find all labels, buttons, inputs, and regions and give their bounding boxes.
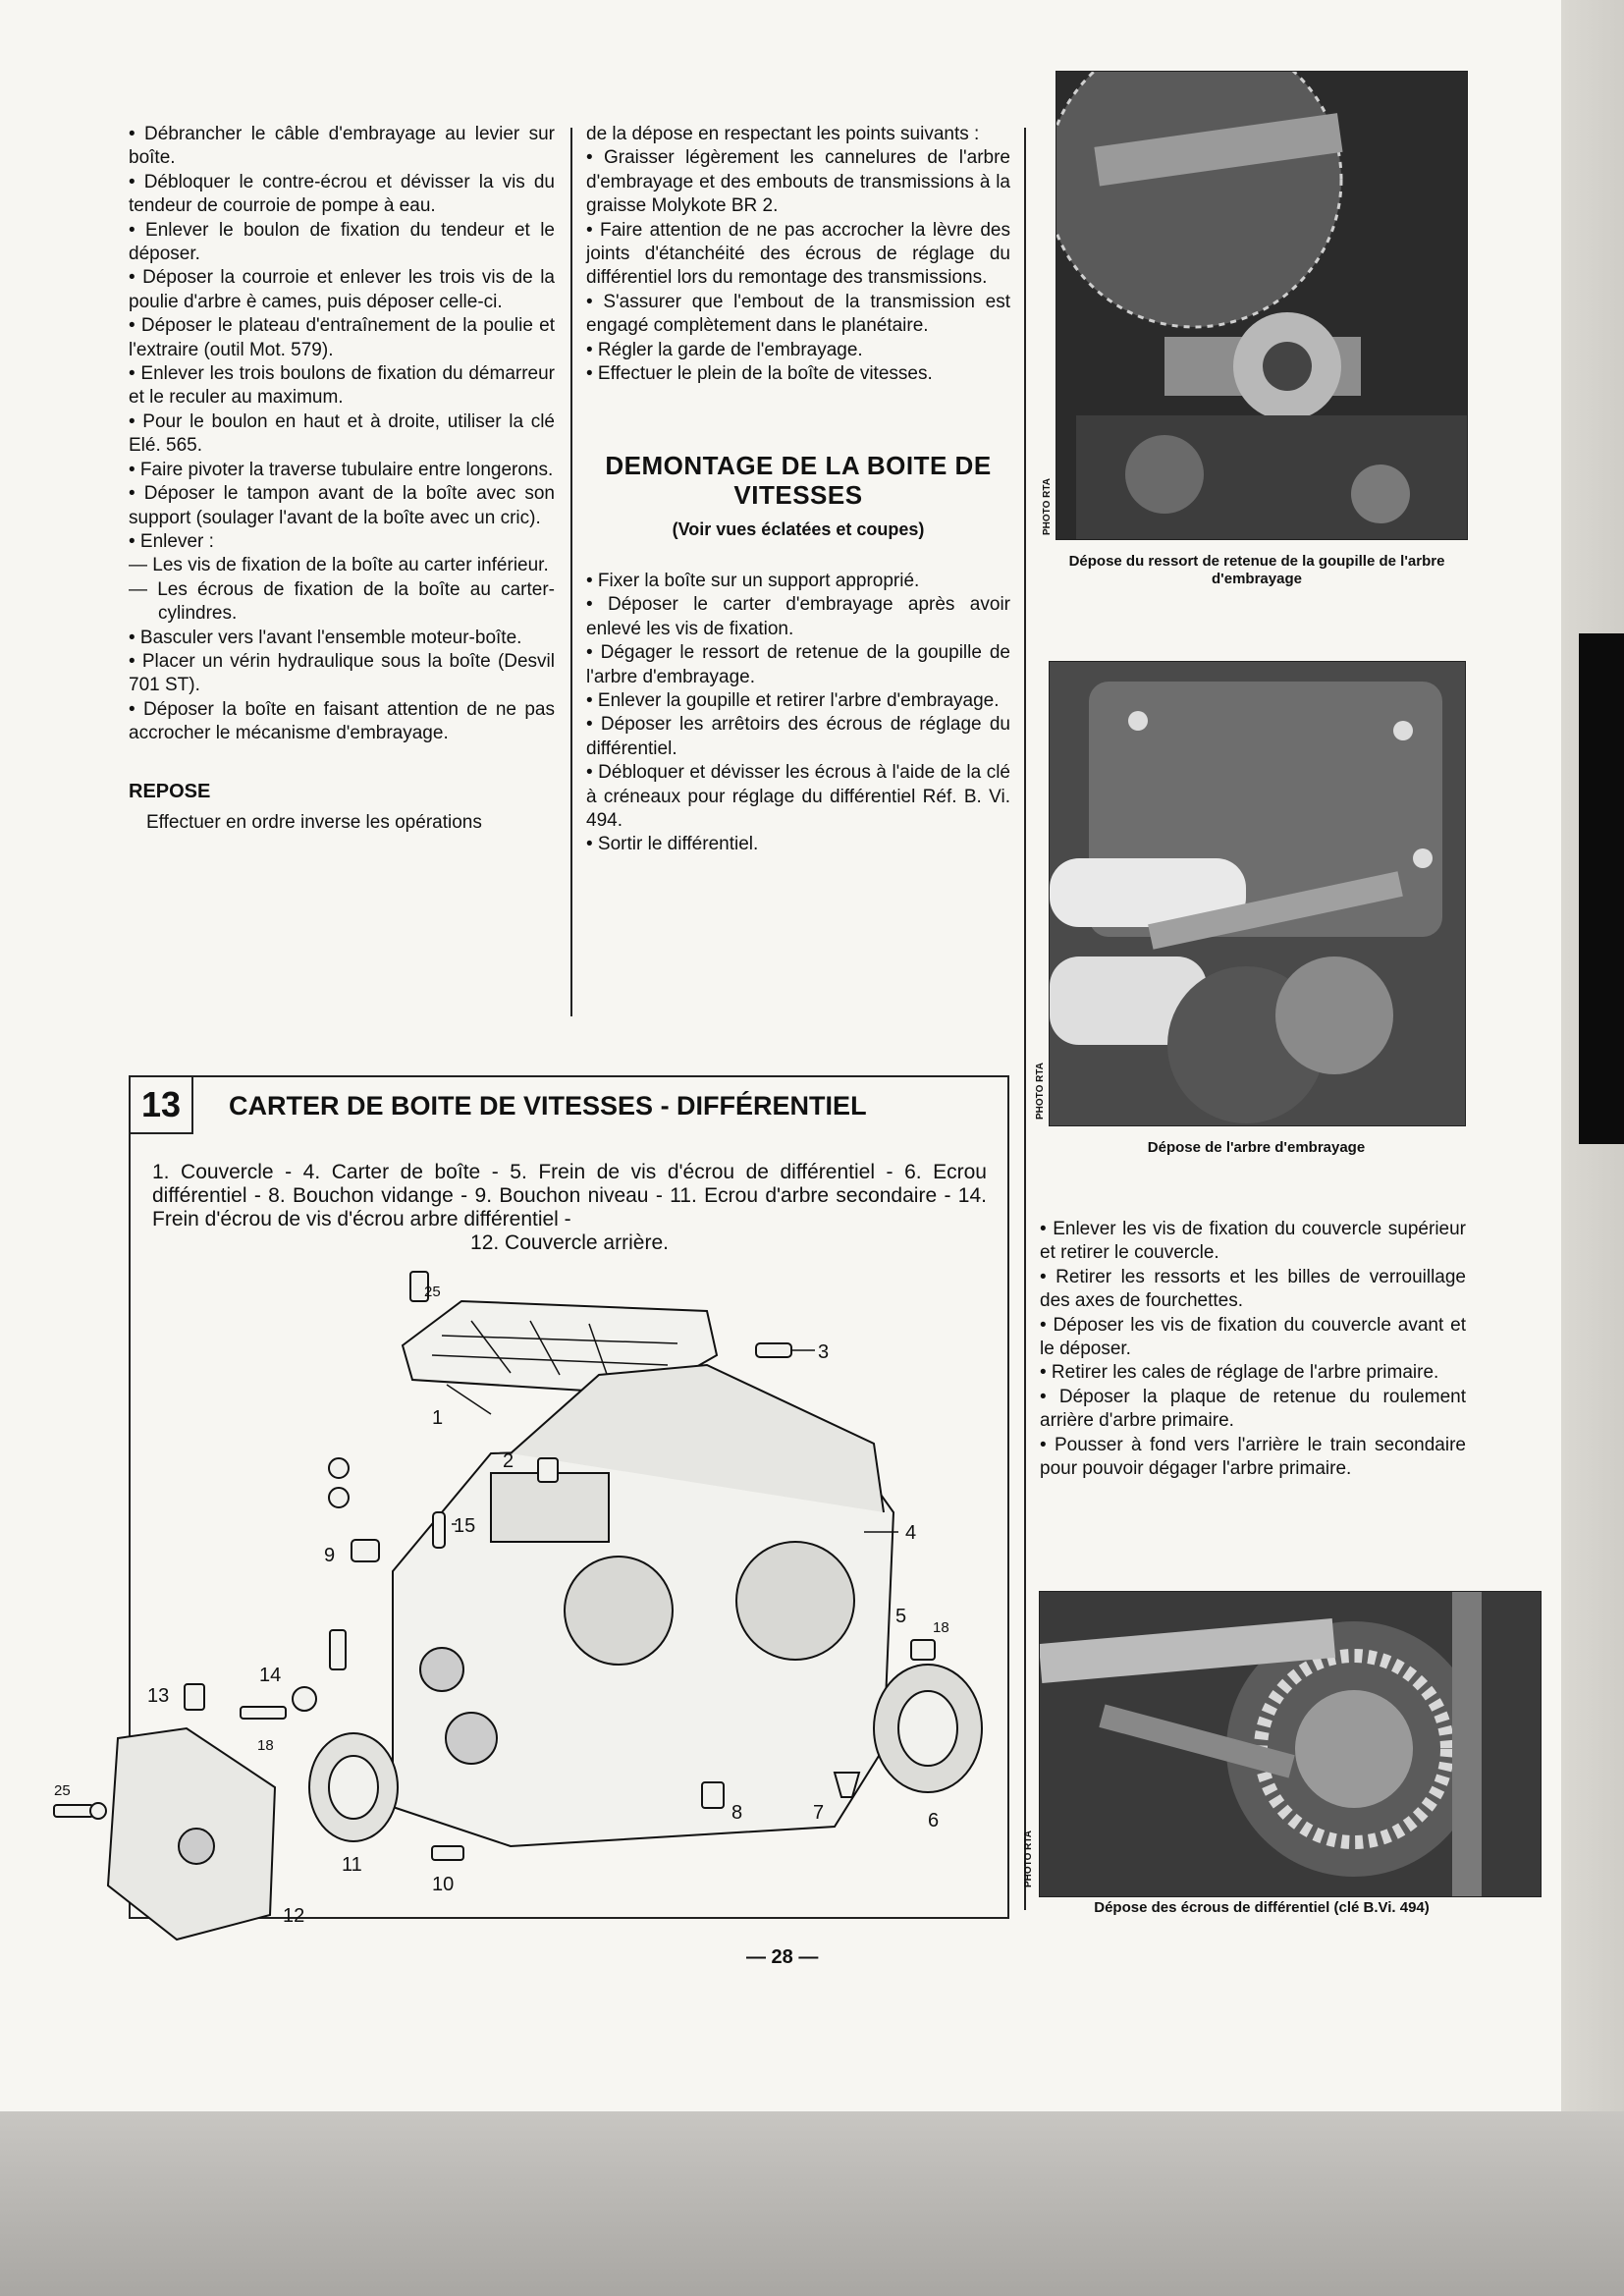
washer-14 bbox=[293, 1687, 316, 1711]
callout-label: 8 bbox=[731, 1802, 743, 1824]
list-item: • Déposer les arrêtoirs des écrous de réglage du différentiel. bbox=[586, 714, 1010, 759]
repose-text: Effectuer en ordre inverse les opérations bbox=[146, 811, 482, 833]
list-item: • Déposer la courroie et enlever les trois vis de la poulie d'arbre è cames, puis déposer celle-ci. bbox=[129, 267, 555, 312]
page-number: — 28 — bbox=[746, 1946, 819, 1968]
photo-differential-nuts bbox=[1039, 1591, 1542, 1897]
adjacent-page-photo bbox=[1579, 633, 1624, 1144]
callout-label: 5 bbox=[895, 1606, 907, 1627]
list-item: • Enlever les trois boulons de fixation du démarreur et le reculer au maximum. bbox=[129, 363, 555, 409]
list-item: • Placer un vérin hydraulique sous la boîte (Desvil 701 ST). bbox=[129, 650, 555, 696]
list-item: • Enlever la goupille et retirer l'arbre d'embrayage. bbox=[586, 689, 1000, 711]
sub-list-item: — Les écrous de fixation de la boîte au carter-cylindres. bbox=[129, 578, 555, 625]
list-item: • Graisser légèrement les cannelures de l'arbre d'embrayage et des embouts de transmissions à la graisse Molykote BR 2. bbox=[586, 147, 1010, 217]
rear-cover-hole bbox=[179, 1829, 214, 1864]
plug-8 bbox=[702, 1782, 724, 1808]
list-item: • Débrancher le câble d'embrayage au levier sur boîte. bbox=[129, 124, 555, 169]
section-subtitle: (Voir vues éclatées et coupes) bbox=[672, 519, 925, 540]
legend-text: 1. Couvercle - 4. Carter de boîte - 5. Frein de vis d'écrou de différentiel - 6. Ecrou différentiel - 8. Bouchon vidange - 9. Bouchon niveau - 11. Ecrou d'arbre secondaire - 14. Frein d'écrou de vis d'écrou arbre différentiel - bbox=[152, 1161, 987, 1230]
screw bbox=[54, 1805, 93, 1817]
figure-title: CARTER DE BOITE DE VITESSES - DIFFÉRENTIEL bbox=[229, 1091, 867, 1121]
figure-number: 13 bbox=[131, 1077, 193, 1134]
continuation-text: de la dépose en respectant les points suivants : bbox=[586, 124, 980, 144]
photo-credit: PHOTO RTA bbox=[1042, 478, 1053, 535]
bearing-bore bbox=[736, 1542, 854, 1660]
bolt bbox=[330, 1630, 346, 1669]
list-item: • Retirer les cales de réglage de l'arbre primaire. bbox=[1040, 1362, 1439, 1384]
list-item: • Déposer les vis de fixation du couvercle avant et le déposer. bbox=[1040, 1314, 1466, 1360]
photo-caption: Dépose de l'arbre d'embrayage bbox=[1147, 1139, 1366, 1156]
callout-label: 3 bbox=[818, 1341, 830, 1363]
list-item: • Enlever les vis de fixation du couvercle supérieur et retirer le couvercle. bbox=[1040, 1219, 1466, 1264]
photo-credit: PHOTO RTA bbox=[1023, 1831, 1034, 1887]
callout-label: 12 bbox=[283, 1905, 305, 1927]
callout-label: 18 bbox=[933, 1619, 949, 1636]
sub-list-item: — Les vis de fixation de la boîte au carter inférieur. bbox=[129, 555, 549, 576]
housing-boss bbox=[491, 1473, 609, 1542]
screw-5 bbox=[911, 1640, 935, 1660]
washer bbox=[329, 1458, 349, 1478]
callout-label: 25 bbox=[54, 1782, 71, 1799]
housing-hole bbox=[446, 1713, 497, 1764]
list-item: • Pousser à fond vers l'arrière le train secondaire pour pouvoir dégager l'arbre primaire. bbox=[1040, 1434, 1466, 1480]
list-item: • Débloquer et dévisser les écrous à l'aide de la clé à créneaux pour réglage du différentiel Réf. B. Vi. 494. bbox=[586, 762, 1010, 831]
list-item: • Faire attention de ne pas accrocher la lèvre des joints d'étanchéité des écrous de réglage du différentiel lors du remontage des transmissions. bbox=[586, 219, 1010, 289]
plug-9 bbox=[352, 1540, 379, 1561]
repose-heading: REPOSE bbox=[129, 780, 211, 802]
photo-graphic bbox=[1056, 72, 1467, 539]
list-item: • Déposer le plateau d'entraînement de la poulie et l'extraire (outil Mot. 579). bbox=[129, 315, 555, 360]
callout-label: 7 bbox=[813, 1802, 825, 1824]
photo-caption: Dépose des écrous de différentiel (clé B.Vi. 494) bbox=[1094, 1899, 1430, 1916]
washer bbox=[329, 1488, 349, 1507]
adjacent-page-edge bbox=[1561, 0, 1624, 2111]
callout-label: 14 bbox=[259, 1665, 282, 1686]
list-item: • Débloquer le contre-écrou et dévisser la vis du tendeur de courroie de pompe à eau. bbox=[129, 171, 555, 217]
list-item: • Retirer les ressorts et les billes de verrouillage des axes de fourchettes. bbox=[1040, 1266, 1466, 1312]
callout-label: 18 bbox=[257, 1737, 274, 1754]
scanner-margin bbox=[0, 2111, 1624, 2296]
callout-label: 10 bbox=[432, 1874, 455, 1895]
list-item: • Fixer la boîte sur un support approprié. bbox=[586, 570, 920, 591]
text-column-3 bbox=[1040, 1218, 1466, 1481]
list-item: • Enlever : bbox=[129, 530, 214, 552]
callout-label: 25 bbox=[424, 1284, 441, 1300]
callout-label: 11 bbox=[342, 1854, 362, 1876]
screw-3 bbox=[756, 1343, 791, 1357]
differential-nut-inner bbox=[898, 1691, 957, 1766]
photo-shaft-removal bbox=[1049, 661, 1466, 1126]
callout-label: 13 bbox=[147, 1685, 170, 1707]
list-item: • Déposer le tampon avant de la boîte avec son support (soulager l'avant de la boîte avec un cric). bbox=[129, 483, 555, 528]
photo-credit: PHOTO RTA bbox=[1035, 1063, 1046, 1120]
column-rule bbox=[1024, 128, 1026, 1910]
callout-label: 6 bbox=[928, 1810, 940, 1831]
list-item: • Sortir le différentiel. bbox=[586, 834, 759, 855]
callout-label: 1 bbox=[432, 1407, 444, 1429]
plug-2 bbox=[538, 1458, 558, 1482]
section-title: DEMONTAGE DE LA BOITE DE VITESSES bbox=[605, 451, 992, 511]
bearing-bore bbox=[565, 1557, 673, 1665]
screw bbox=[241, 1707, 286, 1719]
plug-13 bbox=[185, 1684, 204, 1710]
list-item: • Faire pivoter la traverse tubulaire entre longerons. bbox=[129, 459, 554, 480]
list-item: • Enlever le boulon de fixation du tendeur et le déposer. bbox=[129, 219, 555, 265]
list-item: • Dégager le ressort de retenue de la goupille de l'arbre d'embrayage. bbox=[586, 642, 1010, 687]
callout-label: 9 bbox=[324, 1545, 336, 1566]
legend-text-last: 12. Couvercle arrière. bbox=[470, 1231, 669, 1254]
pin-10 bbox=[432, 1846, 463, 1860]
photo-graphic bbox=[1040, 1592, 1541, 1896]
list-item: • Déposer la plaque de retenue du roulement arrière d'arbre primaire. bbox=[1040, 1386, 1466, 1432]
list-item: • S'assurer que l'embout de la transmission est engagé complètement dans le planétaire. bbox=[586, 291, 1010, 337]
list-item: • Pour le boulon en haut et à droite, utiliser la clé Elé. 565. bbox=[129, 410, 555, 457]
list-item: • Déposer le carter d'embrayage après avoir enlevé les vis de fixation. bbox=[586, 594, 1010, 639]
photo-caption: Dépose du ressort de retenue de la goupille de l'arbre d'embrayage bbox=[1068, 553, 1445, 587]
callout-label: 15 bbox=[454, 1515, 476, 1537]
photo-spring-removal bbox=[1056, 71, 1468, 540]
callout-label: 2 bbox=[503, 1450, 514, 1472]
list-item: • Basculer vers l'avant l'ensemble moteur-boîte. bbox=[129, 627, 522, 648]
list-item: • Déposer la boîte en faisant attention de ne pas accrocher le mécanisme d'embrayage. bbox=[129, 698, 555, 744]
list-item: • Régler la garde de l'embrayage. bbox=[586, 339, 863, 360]
washer bbox=[90, 1803, 106, 1819]
housing-hole bbox=[420, 1648, 463, 1691]
secondary-shaft-nut-inner bbox=[329, 1756, 378, 1819]
callout-label: 4 bbox=[905, 1522, 917, 1544]
photo-graphic bbox=[1050, 662, 1465, 1125]
list-item: • Effectuer le plein de la boîte de vitesses. bbox=[586, 363, 933, 385]
pin-15 bbox=[433, 1512, 445, 1548]
